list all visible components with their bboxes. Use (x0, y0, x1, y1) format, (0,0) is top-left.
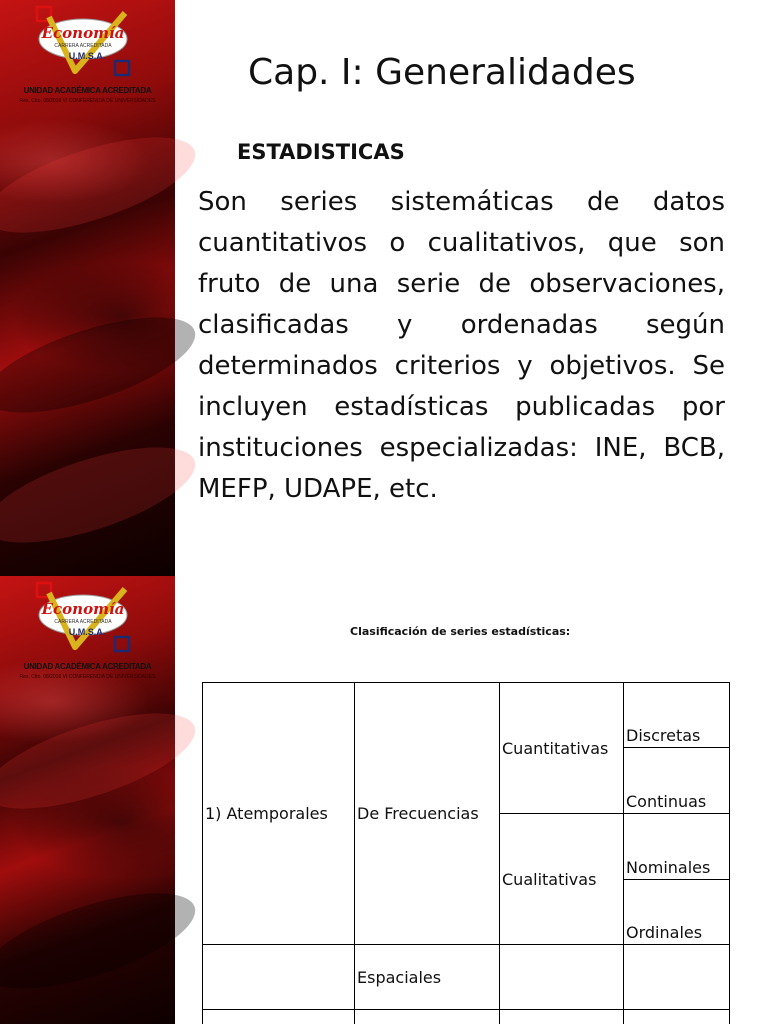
classification-table (202, 682, 730, 1024)
unit-title: UNIDAD ACADÉMICA ACREDITADA (23, 86, 152, 95)
cell-nominales: Nominales (624, 814, 730, 880)
cell-cualitativas: Cualitativas (500, 814, 624, 945)
cell-empty (355, 1010, 500, 1024)
economia-logo-icon (35, 581, 131, 653)
cell-cuantitativas: Cuantitativas (500, 683, 624, 814)
table-caption: Clasificación de series estadísticas: (350, 625, 571, 638)
svg-text:U.M.S.A.: U.M.S.A. (68, 627, 106, 637)
cell-discretas: Discretas (624, 683, 730, 748)
svg-text:Economía: Economía (41, 600, 125, 618)
slide-title: Cap. I: Generalidades (248, 52, 636, 93)
cell-empty (203, 945, 355, 1010)
svg-text:U.M.S.A.: U.M.S.A. (68, 51, 106, 61)
unit-title: UNIDAD ACADÉMICA ACREDITADA (23, 662, 152, 671)
cell-empty (624, 945, 730, 1010)
svg-text:CARRERA ACREDITADA: CARRERA ACREDITADA (54, 619, 112, 625)
unit-subtitle: Res. Ctto. 08/2016 VI CONFERENCIA DE UNIVERSIDADES (19, 674, 156, 680)
silk-fold (0, 298, 205, 433)
silk-fold (0, 118, 205, 253)
cell-empty (624, 1010, 730, 1024)
cell-ordinales: Ordinales (624, 880, 730, 945)
silk-fold (0, 694, 205, 829)
cell-empty (203, 1010, 355, 1024)
cell-espaciales: Espaciales (355, 945, 500, 1010)
slide-2 (0, 576, 768, 1024)
cell-frecuencias: De Frecuencias (355, 683, 500, 945)
decorative-sidebar (0, 0, 175, 576)
cell-empty (500, 1010, 624, 1024)
svg-text:Economía: Economía (41, 24, 125, 42)
decorative-sidebar (0, 576, 175, 1024)
economia-logo-icon (35, 5, 131, 77)
silk-fold (0, 874, 205, 1009)
cell-continuas: Continuas (624, 748, 730, 814)
silk-fold (0, 428, 205, 563)
section-heading: ESTADISTICAS (237, 140, 405, 164)
svg-text:CARRERA ACREDITADA: CARRERA ACREDITADA (54, 43, 112, 49)
unit-subtitle: Res. Ctto. 08/2016 VI CONFERENCIA DE UNIVERSIDADES (19, 98, 156, 104)
cell-empty (500, 945, 624, 1010)
definition-paragraph: Son series sistemáticas de datos cuantitativos o cualitativos, que son fruto de una serie de observaciones, clasificadas y ordenadas según determinados criterios y objetivos. Se incluyen estadísticas publicadas por instituciones especializadas: INE, BCB, MEFP, UDAPE, etc. (198, 187, 725, 504)
cell-atemporales: 1) Atemporales (203, 683, 355, 945)
